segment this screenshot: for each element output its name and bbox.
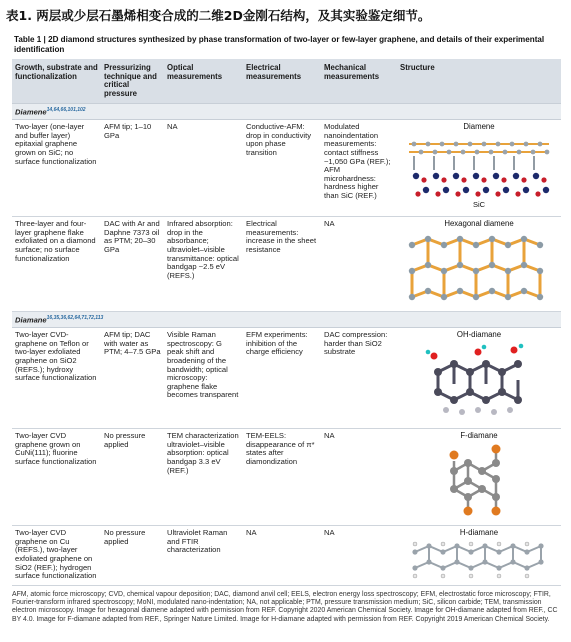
diamene-upper-layer xyxy=(409,141,549,154)
cell-electrical: EFM experiments: inhibition of the charge efficiency xyxy=(243,328,321,429)
col-header-mechanical: Mechanical measurements xyxy=(321,59,397,104)
structure-label: Hexagonal diamene xyxy=(444,219,514,229)
structure-label: F-diamane xyxy=(460,431,498,441)
cell-optical: TEM characterization ultraviolet–visible absorption: optical bandgap 3.3 eV (REF.) xyxy=(164,429,243,526)
hydrogen-atoms xyxy=(426,344,524,355)
diamene-lower-layer xyxy=(414,156,534,170)
cell-mechanical: NA xyxy=(321,429,397,526)
cell-optical: Visible Raman spectroscopy: G peak shift and broadening of the bandwidth; optical microscopy: graphene flake becomes transparent xyxy=(164,328,243,429)
cell-growth: Three-layer and four-layer graphene flake exfoliated on a diamond surface; no surface functionalization xyxy=(12,217,101,312)
cell-mechanical: NA xyxy=(321,217,397,312)
cell-pressure: No pressure applied xyxy=(101,429,164,526)
cell-pressure: AFM tip; 1–10 GPa xyxy=(101,120,164,217)
section-title: Diamene$^{14,64,66,101,102}$ xyxy=(12,104,561,120)
oxygen-atoms xyxy=(431,346,518,359)
structure-label: Diamene xyxy=(463,122,495,132)
cell-pressure: No pressure applied xyxy=(101,526,164,586)
table-row xyxy=(12,526,561,586)
h-diamane-structure-image xyxy=(409,540,549,580)
data-table xyxy=(12,59,561,586)
col-header-pressure: Pressurizing technique and critical pressure xyxy=(101,59,164,104)
cell-electrical: Conductive-AFM: drop in conductivity upon phase transition xyxy=(243,120,321,217)
cell-pressure: AFM tip; DAC with water as PTM; 4–7.5 GPa xyxy=(101,328,164,429)
table-title xyxy=(14,35,559,55)
cell-mechanical: NA xyxy=(321,526,397,586)
hexagonal-diamene-structure-image xyxy=(404,231,554,309)
cell-growth: Two-layer (one-layer and buffer layer) epitaxial graphene grown on SiC; no surface functionalization xyxy=(12,120,101,217)
table-title-text: 2D diamond structures synthesized by phase transformation of two-layer or few-layer graphene, and details of their experimental identification xyxy=(14,35,545,54)
col-header-structure: Structure xyxy=(397,59,561,104)
cell-electrical: NA xyxy=(243,526,321,586)
sic-label: SiC xyxy=(472,199,486,209)
oh-diamane-structure-image xyxy=(424,342,534,420)
cell-optical: Ultraviolet Raman and FTIR characterization xyxy=(164,526,243,586)
table-row xyxy=(12,328,561,429)
cell-electrical: TEM-EELS: disappearance of π* states after diamondization xyxy=(243,429,321,526)
diamene-structure-image xyxy=(404,134,554,210)
col-header-electrical: Electrical measurements xyxy=(243,59,321,104)
structure-label: OH-diamane xyxy=(456,330,502,340)
table-footnote: AFM, atomic force microscopy; CVD, chemical vapour deposition; DAC, diamond anvil cell; EELS, electron energy loss spectroscopy; EFM, electrostatic force microscopy; FTIR, Fourier-transform infrared spectroscopy; MoNI, modulated nano-indentation; NA, not applicable; PTM, pressure transmission medium; SiC, silicon carbide; TEM, transmission electron microscopy. Image for hexagonal diamene adapted with permission from REF. Copyright 2020 American Chemical Society. Image for OH-diamane adapted from REF., CC BY 4.0. Image for F-diamane adapted from REF., Springer Nature Limited. Image for H-diamane adapted with permission from REF. Copyright 2019 American Chemical Society. xyxy=(12,591,558,623)
cell-structure xyxy=(397,526,561,586)
cell-optical: Infrared absorption: drop in the absorbance; ultraviolet–visible transmittance: optical bandgap ~2.5 eV (REFS.) xyxy=(164,217,243,312)
cell-mechanical: DAC compression: harder than SiO2 substrate xyxy=(321,328,397,429)
table-header-row xyxy=(12,59,561,104)
section-title: Diamane$^{16,35,36,62,64,71,72,113}$ xyxy=(12,312,561,328)
cell-structure xyxy=(397,429,561,526)
cell-structure xyxy=(397,217,561,312)
f-diamane-structure-image xyxy=(434,443,524,521)
cell-growth: Two-layer CVD graphene grown on CuNi(111); fluorine surface functionalization xyxy=(12,429,101,526)
figure-caption: 表1. 两层或少层石墨烯相变合成的二维2D金刚石结构，及其实验鉴定细节。 xyxy=(6,8,431,23)
col-header-optical: Optical measurements xyxy=(164,59,243,104)
cell-growth: Two-layer CVD- graphene on Teflon or two-layer exfoliated graphene on SiO2 (REFS.); hydroxy surface functionalization xyxy=(12,328,101,429)
cell-electrical: Electrical measurements: increase in the sheet resistance xyxy=(243,217,321,312)
table-row xyxy=(12,120,561,217)
section-row-diamane xyxy=(12,312,561,328)
section-row-diamene xyxy=(12,104,561,120)
structure-label: H-diamane xyxy=(459,528,499,538)
cell-structure xyxy=(397,120,561,217)
cell-mechanical: Modulated nanoindentation measurements: contact stiffness ~1,050 GPa (REF.); AFM microhardness: hardness higher than SiC (REF.) xyxy=(321,120,397,217)
cell-growth: Two-layer CVD graphene on Cu (REFS.), two-layer exfoliated graphene on SiO2 (REF.); hydrogen surface functionalization xyxy=(12,526,101,586)
sic-substrate xyxy=(413,173,549,197)
table-number: Table 1 | xyxy=(14,35,46,44)
col-header-growth: Growth, substrate and functionalization xyxy=(12,59,101,104)
cell-pressure: DAC with Ar and Daphne 7373 oil as PTM; 20–30 GPa xyxy=(101,217,164,312)
cell-optical: NA xyxy=(164,120,243,217)
table-frame xyxy=(6,29,565,639)
cell-structure xyxy=(397,328,561,429)
table-row xyxy=(12,217,561,312)
table-row xyxy=(12,429,561,526)
